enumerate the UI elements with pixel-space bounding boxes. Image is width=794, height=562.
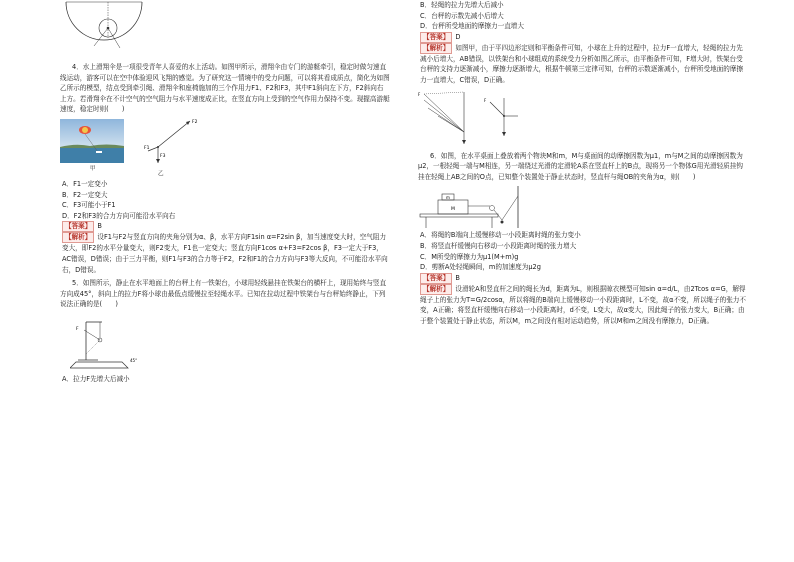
svg-text:F1: F1 <box>144 145 150 151</box>
svg-text:m: m <box>446 195 450 201</box>
svg-text:F2: F2 <box>192 119 198 125</box>
svg-text:45°: 45° <box>130 357 138 363</box>
scale-stand-figure <box>70 312 170 374</box>
q4-option-c: C．F3可能小于F1 <box>62 201 116 210</box>
svg-text:F3: F3 <box>160 153 166 159</box>
answer-tag: 【答案】 <box>420 273 452 284</box>
q6-option-d: D．剪断A处轻绳瞬间，m的加速度为μ2g <box>420 263 541 272</box>
q6-option-a: A．将绳的B端向上缓慢移动一小段距离时绳的张力变小 <box>420 231 581 240</box>
q3-bowl-figure <box>64 0 144 58</box>
q5-option-a: A．拉力F先增大后减小 <box>62 374 130 383</box>
q4-option-a: A．F1一定变小 <box>62 179 108 188</box>
q6-option-b: B．将竖直杆缓慢向右移动一小段距离时绳的张力增大 <box>420 241 577 250</box>
q5-option-d: D．台秤所受地面的摩擦力一直增大 <box>420 22 524 31</box>
q4-analysis <box>60 232 390 275</box>
answer-value: B <box>455 273 460 282</box>
q5-option-c: C．台秤的示数先减小后增大 <box>420 11 504 20</box>
q5-analysis <box>418 43 748 86</box>
q5-option-b: B．轻绳的拉力先增大后减小 <box>420 1 504 9</box>
answer-value: B <box>97 222 102 231</box>
analysis-tag: 【解析】 <box>62 232 94 243</box>
analysis-text: 设滑轮A和竖直杆之间的绳长为d，距离为L，则根据晾衣模型可知sin α=d/L，由2Tcos α=G，解得绳子上的张力为T=G/2cosα，所以将绳的B端向上缓慢移动一小段距离时，L不变，故α不变，所以绳子的张力不变，A正确；将竖直杆缓慢向右移动一小段距离时，d不变，L变大，故α变大，因此绳子的张力变大，B正确；由于整个装置处于静止状态，所以M，m之间没有相对运动趋势，所以M和m之间没有摩擦力，D正确。 <box>420 284 746 325</box>
right-column <box>418 0 748 327</box>
fig-label-jia: 甲 <box>90 165 96 172</box>
svg-text:F: F <box>76 326 79 332</box>
analysis-text: 设F1与F2与竖直方向的夹角分别为α、β，水平方向F1sin α=F2sin β，加当速度变大时，空气阻力变大，即F2的水平分量变大，则F2变大，F1也一定变大；竖直方向F1cos α+F3=F2cos β，F3一定大于F3，AC错误，D错误；由于三力平衡，则F1与F3的合力等于F2，F2和F1的合力方向与F3等大反向，不可能沿水平向右，D错误。 <box>62 233 388 274</box>
q6-analysis <box>418 284 748 327</box>
pulley-figure <box>418 184 528 230</box>
paraglider-photo <box>60 119 124 163</box>
q4-option-b: B．F2一定变大 <box>62 190 108 199</box>
left-column <box>60 0 390 385</box>
q5-stem: 5．如图所示，静止在水平地面上的台秤上有一铁架台，小球用轻线悬挂在铁架台的横杆上，现用始终与竖直方向成45°，斜向上的拉力F将小球由最低点缓慢拉至轻绳水平。已知在拉动过程中铁架台与台秤始终静止，下列说法正确的是( ) <box>60 279 387 309</box>
svg-text:F: F <box>484 97 487 103</box>
fig-label-yi: 乙 <box>158 170 164 177</box>
q4-stem: 4．水上滑翔伞是一项很受青年人喜爱的水上活动。如图甲所示，滑翔伞由专门的游艇牵引，稳定时做匀速直线运动，游客可以在空中体验迎风飞翔的感觉。为了研究这一情境中的受力问题，可以将其看成质点，简化为如图乙所示的模型，结点受到牵引绳、滑翔伞和座椅施加的三个作用力F1、F2和F3，其中F1斜向左下方，F2斜向右上方。若滑翔伞在不计空气的空气阻力与水平速度成正比，在竖直方向上受到的空气作用力保持不变。现握高游艇速度，稳定时则( ) <box>60 63 390 114</box>
svg-text:M: M <box>451 207 455 213</box>
q6-answer <box>418 273 748 284</box>
analysis-tag: 【解析】 <box>420 43 452 54</box>
analysis-tag: 【解析】 <box>420 284 452 295</box>
q4-answer <box>60 221 390 232</box>
q6-stem: 6．如图，在水平桌面上叠放着两个物块M和m，M与桌面间的动摩擦因数为μ1，m与M之间的动摩擦因数为μ2，一根轻绳一端与M相连，另一端绕过光滑的定滑轮A系在竖直杆上的B点，现将另一个物体G用光滑轻质挂钩挂在轻绳上AB之间的O点，已知整个装置处于静止状态时，竖直杆与绳OB的夹角为α，则( ) <box>418 151 743 181</box>
answer-tag: 【答案】 <box>420 32 452 43</box>
q4-option-d: D．F2和F3的合力方向可能沿水平向右 <box>62 211 176 220</box>
answer-tag: 【答案】 <box>62 221 94 232</box>
q6-option-c: C．M所受的摩擦力为μ1(M+m)g <box>420 252 519 261</box>
q5-answer <box>418 32 748 43</box>
q4-figures <box>60 117 390 179</box>
q5-force-diagrams <box>418 88 538 148</box>
force-diagram <box>144 117 204 169</box>
answer-value: D <box>455 32 461 41</box>
svg-text:F: F <box>418 91 421 97</box>
analysis-text: 如图甲，由于平四边形定则和平衡条件可知，小球在上升的过程中，拉力F一直增大，轻绳的拉力先减小后增大，AB错误，以铁架台和小球组成的系统受力分析如图乙所示，由平衡条件可知，F增大时，铁架台受台秤的支持力逐渐减小，摩擦力逐渐增大，根据牛顿第三定律可知，台秤的示数逐渐减小，台秤所受地面的摩擦力一直增大，C错误，D正确。 <box>420 43 744 84</box>
